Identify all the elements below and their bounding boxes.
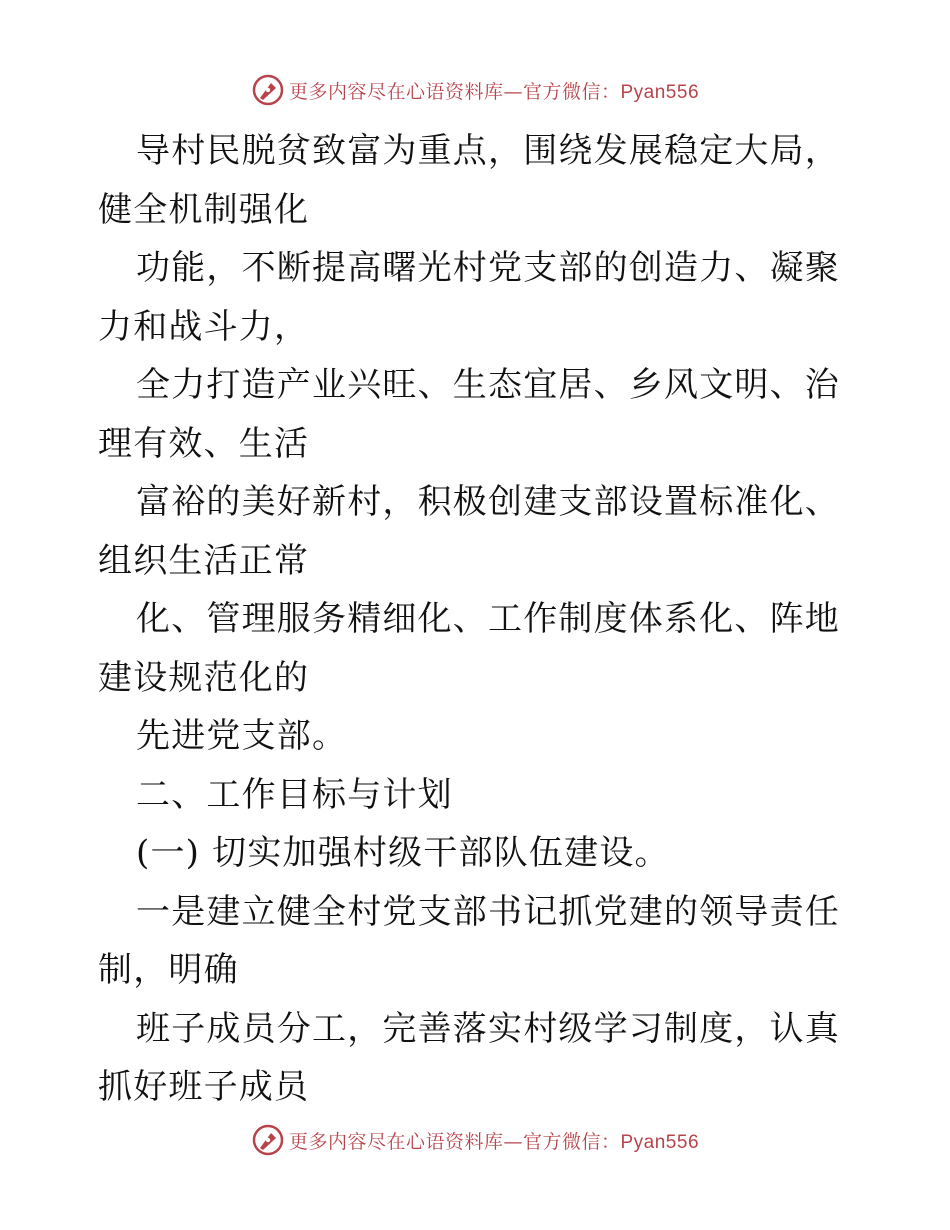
paragraph-7: 一是建立健全村党支部书记抓党建的领导责任制，明确	[98, 891, 840, 990]
paragraph-8: 班子成员分工，完善落实村级学习制度，认真抓好班子成员	[98, 1008, 840, 1107]
document-body	[98, 122, 858, 1117]
subsection-heading: (一) 切实加强村级干部队伍建设。	[136, 833, 670, 873]
paragraph-4: 富裕的美好新村，积极创建支部设置标准化、组织生活正常	[98, 482, 840, 581]
paragraph-1: 导村民脱贫致富为重点，围绕发展稳定大局，健全机制强化	[98, 131, 840, 230]
pen-nib-logo-icon	[251, 73, 285, 107]
paragraph-3: 全力打造产业兴旺、生态宜居、乡风文明、治理有效、生活	[98, 365, 840, 464]
paragraph-6: 先进党支部。	[136, 716, 348, 756]
watermark-text: 更多内容尽在心语资料库—官方微信：Pyan556	[288, 80, 700, 103]
paragraph-2: 功能，不断提高曙光村党支部的创造力、凝聚力和战斗力，	[98, 248, 840, 347]
watermark-footer	[0, 1120, 950, 1160]
section-heading: 二、工作目标与计划	[136, 774, 453, 815]
watermark-text: 更多内容尽在心语资料库—官方微信：Pyan556	[288, 1130, 700, 1153]
pen-nib-logo-icon	[251, 1123, 285, 1157]
paragraph-5: 化、管理服务精细化、工作制度体系化、阵地建设规范化的	[98, 599, 840, 698]
watermark-header	[0, 70, 950, 110]
